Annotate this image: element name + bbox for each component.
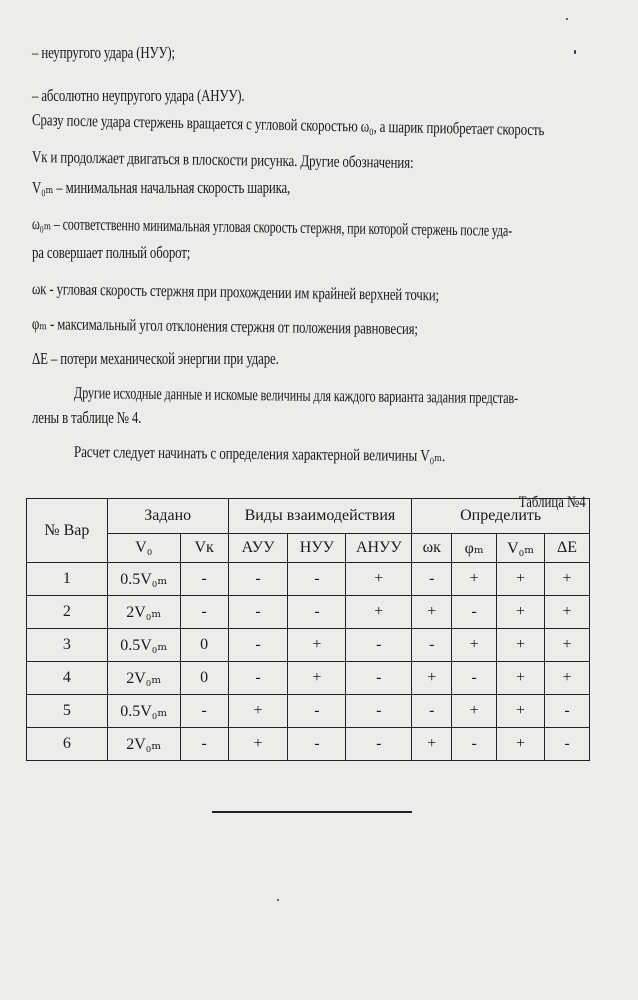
table-cell: - bbox=[412, 629, 452, 662]
table-cell: + bbox=[452, 563, 497, 596]
table-cell: + bbox=[497, 629, 545, 662]
table-cell: - bbox=[288, 728, 346, 761]
table-row bbox=[27, 695, 590, 728]
table-cell: 2V₀ₘ bbox=[107, 596, 180, 629]
table-cell: + bbox=[452, 695, 497, 728]
table-cell: + bbox=[497, 596, 545, 629]
table-cell: - bbox=[228, 563, 288, 596]
table-cell: 0.5V₀ₘ bbox=[107, 629, 180, 662]
table-caption: Таблица №4 bbox=[519, 494, 586, 511]
text-line-5: V₀ₘ – минимальная начальная скорость шарика, bbox=[32, 178, 291, 197]
table-cell: - bbox=[228, 629, 288, 662]
table-cell: + bbox=[412, 596, 452, 629]
table-cell: - bbox=[346, 695, 412, 728]
text-line-4: Vк и продолжает двигаться в плоскости рисунка. Другие обозначения: bbox=[31, 147, 414, 172]
subheader-anuu: АНУУ bbox=[346, 534, 412, 563]
variants-table bbox=[26, 498, 590, 761]
table-header-row bbox=[27, 499, 590, 534]
table-cell: + bbox=[497, 662, 545, 695]
table-cell: - bbox=[452, 662, 497, 695]
table-cell: - bbox=[288, 695, 346, 728]
text-line-6: ω₀ₘ – соответственно минимальная угловая скорость стержня, при которой стержень после уда- bbox=[31, 214, 513, 240]
table-cell: - bbox=[228, 662, 288, 695]
table-cell: + bbox=[412, 662, 452, 695]
table-cell: - bbox=[180, 563, 228, 596]
subheader-auu: АУУ bbox=[228, 534, 288, 563]
table-row bbox=[27, 596, 590, 629]
header-interaction: Виды взаимодействия bbox=[228, 499, 412, 534]
text-line-10: ΔE – потери механической энергии при ударе. bbox=[32, 349, 279, 368]
table-cell: + bbox=[497, 728, 545, 761]
table-cell: + bbox=[412, 728, 452, 761]
table-cell: 4 bbox=[27, 662, 108, 695]
table-cell: 2 bbox=[27, 596, 108, 629]
table-cell: - bbox=[412, 695, 452, 728]
subheader-v0m: V₀ₘ bbox=[497, 534, 545, 563]
table-cell: + bbox=[545, 662, 590, 695]
table-cell: - bbox=[346, 662, 412, 695]
text-line-12: лены в таблице № 4. bbox=[32, 408, 142, 427]
table-cell: + bbox=[452, 629, 497, 662]
text-line-7: ра совершает полный оборот; bbox=[32, 243, 191, 262]
table-cell: - bbox=[412, 563, 452, 596]
table-subheader-row bbox=[27, 534, 590, 563]
subheader-omega-k: ωк bbox=[412, 534, 452, 563]
scan-speck bbox=[277, 899, 279, 901]
table-cell: + bbox=[288, 662, 346, 695]
subheader-phi-m: φₘ bbox=[452, 534, 497, 563]
header-determine: Определить bbox=[412, 499, 590, 534]
table-cell: - bbox=[545, 695, 590, 728]
table-cell: + bbox=[497, 563, 545, 596]
table-cell: - bbox=[288, 563, 346, 596]
table-row bbox=[27, 728, 590, 761]
table-cell: 0 bbox=[180, 629, 228, 662]
scan-speck bbox=[566, 18, 568, 20]
table-cell: - bbox=[288, 596, 346, 629]
text-line-11: Другие исходные данные и искомые величины для каждого варианта задания представ- bbox=[73, 383, 519, 408]
table-cell: 2V₀ₘ bbox=[107, 728, 180, 761]
text-line-3: Сразу после удара стержень вращается с угловой скоростью ω₀, а шарик приобретает скорость bbox=[31, 110, 545, 140]
table-cell: 2V₀ₘ bbox=[107, 662, 180, 695]
table-cell: 0.5V₀ₘ bbox=[107, 563, 180, 596]
subheader-nuu: НУУ bbox=[288, 534, 346, 563]
table-cell: + bbox=[228, 728, 288, 761]
table-row bbox=[27, 563, 590, 596]
table-cell: - bbox=[180, 596, 228, 629]
table-cell: + bbox=[288, 629, 346, 662]
table-cell: + bbox=[545, 629, 590, 662]
header-variant: № Вар bbox=[27, 499, 108, 563]
table-row bbox=[27, 662, 590, 695]
table-cell: - bbox=[346, 728, 412, 761]
table-cell: 0.5V₀ₘ bbox=[107, 695, 180, 728]
text-line-13: Расчет следует начинать с определения характерной величины V₀ₘ. bbox=[73, 442, 446, 466]
subheader-delta-e: ΔE bbox=[545, 534, 590, 563]
table-cell: + bbox=[228, 695, 288, 728]
table-cell: + bbox=[346, 596, 412, 629]
table-cell: 5 bbox=[27, 695, 108, 728]
text-line-1: – неупругого удара (НУУ); bbox=[32, 43, 175, 62]
table-cell: + bbox=[346, 563, 412, 596]
table-cell: 1 bbox=[27, 563, 108, 596]
table-cell: 3 bbox=[27, 629, 108, 662]
subheader-v0: V₀ bbox=[107, 534, 180, 563]
table-row bbox=[27, 629, 590, 662]
subheader-vk: Vк bbox=[180, 534, 228, 563]
scan-speck bbox=[574, 50, 576, 54]
table-cell: - bbox=[180, 695, 228, 728]
header-given: Задано bbox=[107, 499, 228, 534]
text-line-2: – абсолютно неупругого удара (АНУУ). bbox=[32, 86, 245, 105]
text-line-9: φₘ - максимальный угол отклонения стержня от положения равновесия; bbox=[31, 314, 418, 339]
table-cell: - bbox=[545, 728, 590, 761]
footer-rule bbox=[212, 811, 412, 813]
table-cell: - bbox=[180, 728, 228, 761]
table-cell: - bbox=[452, 728, 497, 761]
table-cell: - bbox=[346, 629, 412, 662]
table-cell: 6 bbox=[27, 728, 108, 761]
table-cell: + bbox=[545, 596, 590, 629]
table-cell: - bbox=[228, 596, 288, 629]
table-cell: - bbox=[452, 596, 497, 629]
table-cell: + bbox=[545, 563, 590, 596]
text-line-8: ωк - угловая скорость стержня при прохождении им крайней верхней точки; bbox=[31, 279, 440, 305]
table-cell: + bbox=[497, 695, 545, 728]
table-cell: 0 bbox=[180, 662, 228, 695]
